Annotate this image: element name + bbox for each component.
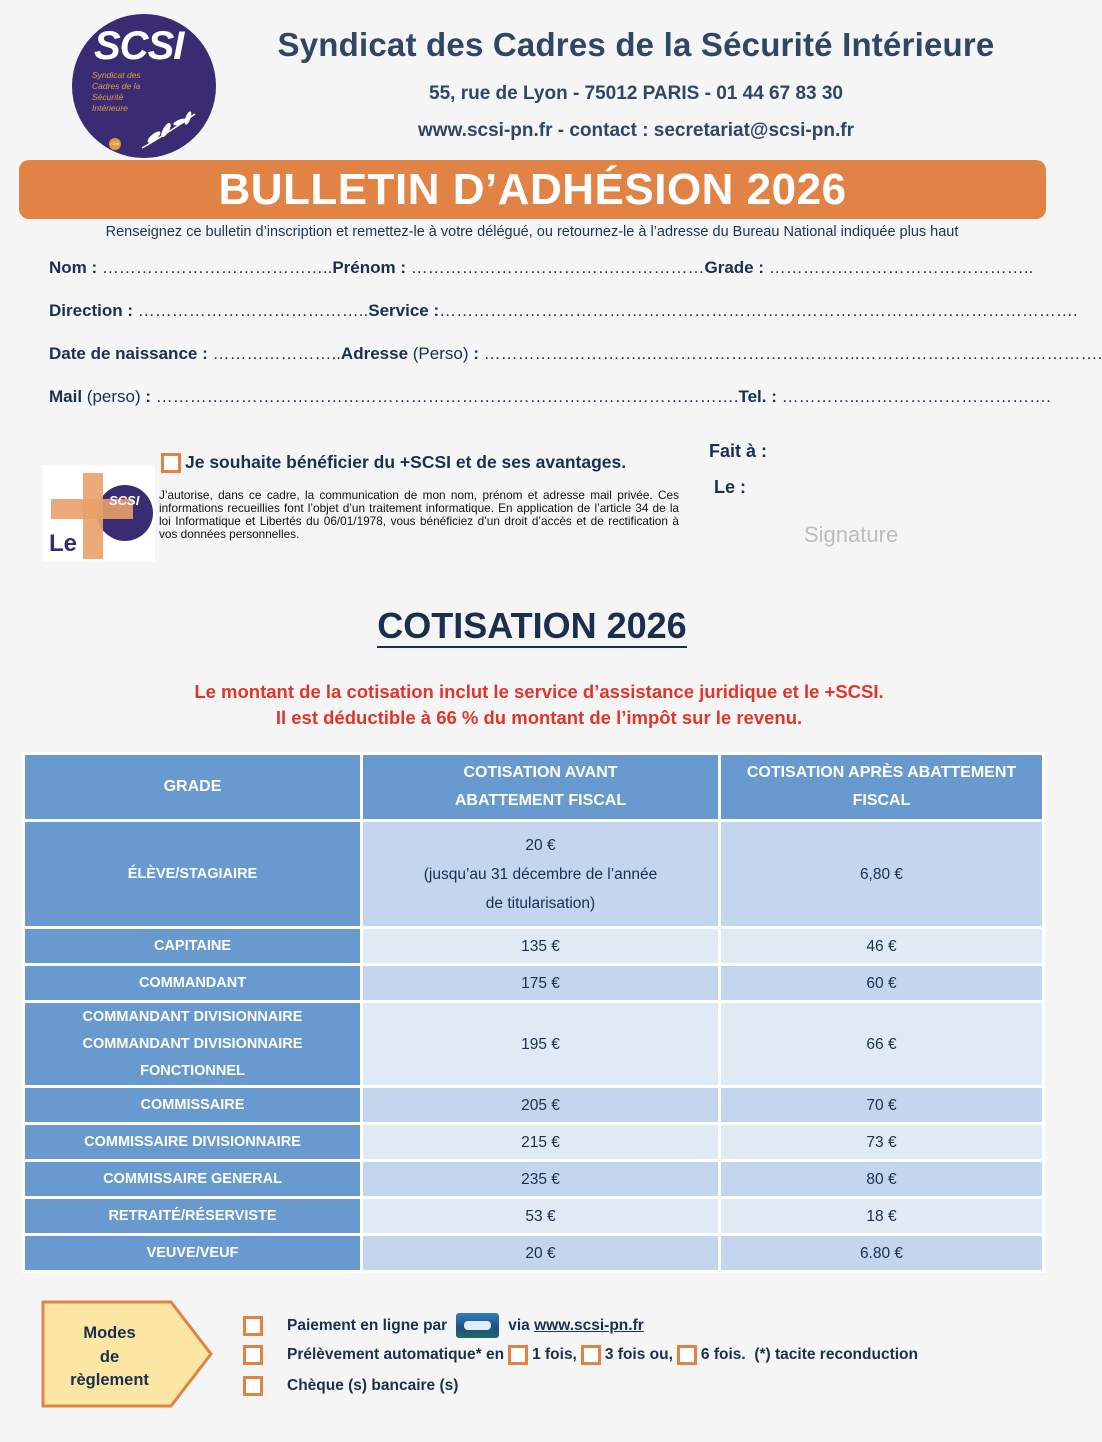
bulletin-banner — [19, 160, 1046, 219]
address-label-qualifier: (Perso) — [408, 344, 469, 363]
fee-before-tax-cell — [363, 1125, 718, 1159]
plus-scsi-checkbox-label: Je souhaite bénéficier du +SCSI et de ses avantages. — [185, 452, 627, 472]
prenom-field[interactable]: ……………………………….…………… — [406, 258, 705, 277]
grade-cell — [25, 1088, 360, 1122]
fee-after-tax-cell: 6,80 € — [721, 822, 1042, 926]
address-field[interactable]: ………………………..………………………………..……………………………………. — [478, 344, 1102, 363]
grade-label: Grade : — [704, 258, 765, 277]
fee-before-tax-text: 53 € — [525, 1207, 556, 1225]
grade-text: COMMANDANT — [138, 974, 247, 991]
header-after-tax — [721, 755, 1042, 819]
cotisation-title — [0, 605, 1064, 647]
form-row-birth-address — [49, 344, 1102, 364]
mail-label-qualifier: (perso) — [82, 387, 141, 406]
cotisation-title-text: COTISATION 2026 — [377, 605, 687, 646]
grade-cell — [25, 1236, 360, 1270]
grade-cell — [25, 966, 360, 1000]
payment-modes-label — [46, 1322, 173, 1393]
header-text: FISCAL — [852, 792, 911, 809]
fee-before-tax-text: 235 € — [521, 1170, 560, 1188]
grade-cell — [25, 822, 360, 926]
mail-colon: : — [140, 387, 152, 406]
fee-before-tax-cell — [363, 966, 718, 1000]
fee-before-tax-text: 215 € — [521, 1133, 560, 1151]
payment-option-direct-debit[interactable] — [243, 1345, 918, 1365]
table-row — [25, 1162, 1042, 1196]
grade-text: RETRAITÉ/RÉSERVISTE — [108, 1207, 277, 1224]
header-grade — [25, 755, 360, 819]
logo-subtitle-line: Intérieure — [92, 103, 128, 113]
fee-before-tax-cell — [363, 1162, 718, 1196]
website-link[interactable]: www.scsi-pn.fr — [534, 1316, 644, 1334]
cotisation-note-line: Il est déductible à 66 % du montant de l’impôt sur le revenu. — [275, 707, 803, 728]
payment-option-cheque[interactable] — [243, 1376, 458, 1396]
plus-scsi-logo — [43, 465, 155, 562]
olive-branch-icon — [140, 110, 200, 150]
fee-before-tax-cell — [363, 1236, 718, 1270]
fee-before-tax-cell — [363, 929, 718, 963]
address-colon: : — [468, 344, 479, 363]
fee-after-tax-cell: 18 € — [721, 1199, 1042, 1233]
online-payment-via: via — [508, 1316, 530, 1334]
organization-title: Syndicat des Cadres de la Sécurité Intérieure — [277, 26, 995, 63]
date-label: Le : — [714, 477, 747, 497]
grade-cell — [25, 1199, 360, 1233]
header-before-tax — [363, 755, 718, 819]
nom-label: Nom : — [49, 258, 98, 277]
prenom-label: Prénom : — [332, 258, 407, 277]
birthdate-field[interactable]: ………………….. — [207, 344, 341, 363]
logo-brand-text: SCSI — [94, 24, 184, 68]
grade-text: COMMISSAIRE GENERAL — [103, 1170, 282, 1187]
direct-debit-checkbox[interactable] — [243, 1345, 263, 1365]
bulletin-title: BULLETIN D’ADHÉSION 2026 — [218, 165, 847, 214]
tel-label: Tel. : — [738, 387, 777, 406]
service-label: Service : — [368, 301, 440, 320]
plus-logo-le-text: Le — [49, 530, 78, 557]
installment-3-label: 3 fois ou, — [604, 1346, 673, 1363]
table-row — [25, 1003, 1042, 1085]
direction-label: Direction : — [49, 301, 134, 320]
header-text: COTISATION AVANT — [463, 764, 618, 781]
installment-6-label: 6 fois. — [700, 1346, 746, 1363]
header-text: COTISATION APRÈS ABATTEMENT — [746, 764, 1017, 781]
grade-text: CAPITAINE — [153, 937, 232, 954]
organization-address: 55, rue de Lyon - 75012 PARIS - 01 44 67 83 30 — [429, 83, 843, 104]
grade-cell — [25, 929, 360, 963]
form-row-identity — [49, 258, 1034, 278]
fee-after-tax-cell: 80 € — [721, 1162, 1042, 1196]
grade-text: ÉLÈVE/STAGIAIRE — [127, 865, 258, 882]
header-text: ABATTEMENT FISCAL — [454, 792, 627, 809]
grade-cell — [25, 1003, 360, 1085]
grade-cell — [25, 1162, 360, 1196]
fee-before-tax-text: 20 € — [525, 1244, 556, 1262]
fee-after-tax-cell: 66 € — [721, 1003, 1042, 1085]
scsi-logo — [72, 14, 216, 158]
consent-text: J’autorise, dans ce cadre, la communication de mon nom, prénom et adresse mail privée. Ces informations recueillies font l’objet d’un traitement informatique. En application de l’article 34 de la loi Informatique et Libertés du 06/01/1978, vous bénéficiez d’un droit d’accès et de rectification à vos données personnelles. — [159, 488, 679, 541]
table-row — [25, 966, 1042, 1000]
fait-a-label: Fait à : — [709, 441, 768, 461]
payment-modes-label-line: règlement — [70, 1371, 149, 1389]
table-row — [25, 929, 1042, 963]
logo-subtitle-line: Cadres de la — [92, 81, 141, 91]
cfdt-badge: Cfdt — [109, 138, 121, 150]
logo-subtitle-line: Sécurité — [92, 92, 124, 102]
table-row — [25, 1236, 1042, 1270]
organization-contact: www.scsi-pn.fr - contact : secretariat@scsi-pn.fr — [418, 120, 854, 141]
service-field[interactable]: ……………………………………………………….…………………………………………. — [439, 301, 1078, 320]
payment-modes-label-line: de — [99, 1347, 120, 1366]
grade-text: COMMISSAIRE DIVISIONNAIRE — [84, 1133, 301, 1150]
fee-before-tax-cell — [363, 1199, 718, 1233]
fee-after-tax-cell: 46 € — [721, 929, 1042, 963]
logo-subtitle-line: Syndicat des — [92, 70, 141, 80]
grade-field[interactable]: ……………………………………….. — [764, 258, 1034, 277]
grade-text: COMMANDANT DIVISIONNAIRE — [82, 1035, 303, 1052]
table-row — [25, 1199, 1042, 1233]
fee-before-tax-text: 205 € — [521, 1096, 560, 1114]
table-header-row — [25, 755, 1042, 819]
fee-table — [22, 752, 1045, 1273]
nom-field[interactable]: ………………………………….. — [97, 258, 333, 277]
cb-card-icon — [456, 1313, 499, 1338]
fee-after-tax-cell: 60 € — [721, 966, 1042, 1000]
signature-field[interactable]: Signature — [804, 522, 899, 547]
fee-before-tax-text: 195 € — [521, 1035, 560, 1053]
grade-text: VEUVE/VEUF — [146, 1244, 239, 1261]
fee-before-tax-cell — [363, 1003, 718, 1085]
online-payment-label: Paiement en ligne par — [287, 1316, 448, 1334]
table-row — [25, 1088, 1042, 1122]
fee-after-tax-cell: 73 € — [721, 1125, 1042, 1159]
cotisation-note-line: Le montant de la cotisation inclut le service d’assistance juridique et le +SCSI. — [194, 681, 884, 702]
header-text: GRADE — [163, 778, 222, 795]
cheque-label: Chèque (s) bancaire (s) — [287, 1377, 459, 1394]
form-row-direction — [49, 301, 1078, 321]
mail-label: Mail — [49, 387, 83, 406]
grade-text: COMMANDANT DIVISIONNAIRE — [82, 1008, 303, 1025]
plus-scsi-emblem-icon — [43, 465, 155, 562]
payment-option-online[interactable] — [243, 1313, 644, 1338]
online-payment-checkbox[interactable] — [243, 1316, 263, 1336]
fee-before-tax-text: (jusqu’au 31 décembre de l’année — [423, 865, 658, 883]
direct-debit-label: Prélèvement automatique* en — [287, 1346, 505, 1363]
installment-3-checkbox[interactable] — [581, 1345, 601, 1365]
tel-field[interactable]: …………..……………………………. — [776, 387, 1051, 406]
grade-text: FONCTIONNEL — [140, 1062, 245, 1079]
mail-field[interactable]: …………………………………………………………………………………………. — [151, 387, 739, 406]
address-label: Adresse — [340, 344, 409, 363]
plus-scsi-checkbox[interactable] — [161, 453, 181, 473]
form-row-contact — [49, 387, 1051, 407]
fee-after-tax-cell: 70 € — [721, 1088, 1042, 1122]
fee-before-tax-text: 135 € — [521, 937, 560, 955]
tacit-renewal-note: (*) tacite reconduction — [754, 1346, 918, 1363]
cotisation-note — [0, 679, 1078, 731]
instructions-text: Renseignez ce bulletin d’inscription et remettez-le à votre délégué, ou retournez-le à l’adresse du Bureau National indiquée plus haut — [105, 224, 959, 240]
table-row — [25, 1125, 1042, 1159]
cheque-checkbox[interactable] — [243, 1376, 263, 1396]
fee-before-tax-cell — [363, 822, 718, 926]
fee-before-tax-text: 175 € — [521, 974, 560, 992]
fee-before-tax-text: de titularisation) — [485, 894, 596, 912]
table-row — [25, 822, 1042, 926]
grade-text: COMMISSAIRE — [140, 1096, 245, 1113]
installment-1-label: 1 fois, — [532, 1346, 577, 1363]
grade-cell — [25, 1125, 360, 1159]
fee-before-tax-text: 20 € — [525, 836, 556, 854]
birthdate-label: Date de naissance : — [49, 344, 208, 363]
direction-field[interactable]: ………………………………….. — [133, 301, 369, 320]
plus-logo-scsi-text: SCSI — [109, 493, 140, 508]
plus-scsi-option[interactable] — [161, 452, 626, 473]
logo-subtitle — [92, 70, 141, 114]
fee-before-tax-cell — [363, 1088, 718, 1122]
installment-1-checkbox[interactable] — [508, 1345, 528, 1365]
payment-modes-label-line: Modes — [83, 1324, 136, 1342]
installment-6-checkbox[interactable] — [677, 1345, 697, 1365]
fee-after-tax-cell: 6.80 € — [721, 1236, 1042, 1270]
